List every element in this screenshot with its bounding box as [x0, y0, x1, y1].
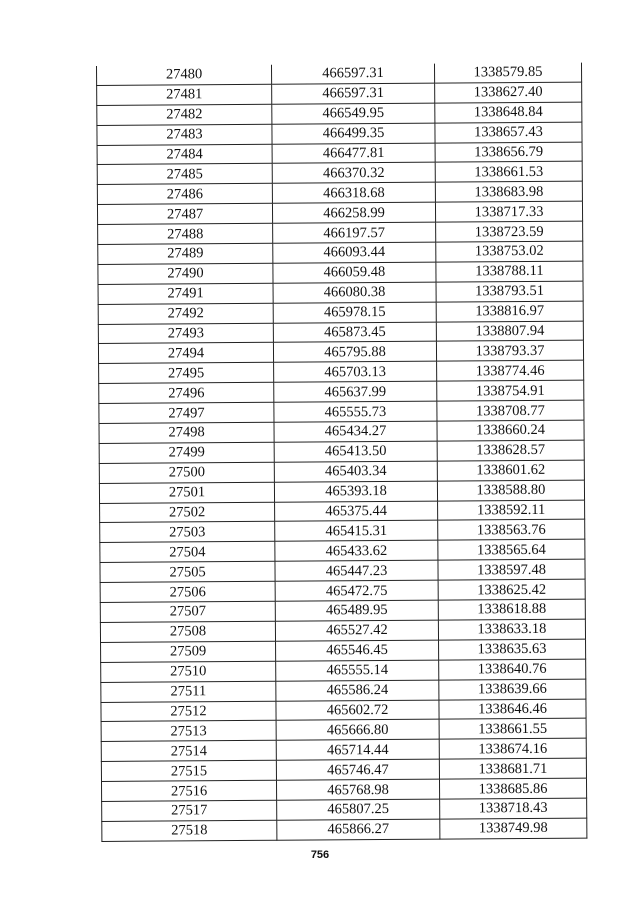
y-coordinate-cell: 1338579.85 — [434, 63, 581, 83]
y-coordinate-cell: 1338753.02 — [436, 241, 583, 262]
y-coordinate-cell: 1338601.62 — [437, 460, 584, 481]
x-coordinate-cell: 465472.75 — [275, 580, 438, 601]
point-id-cell: 27496 — [99, 383, 274, 404]
x-coordinate-cell: 465546.45 — [276, 640, 439, 661]
y-coordinate-cell: 1338681.71 — [439, 758, 586, 779]
point-id-cell: 27510 — [101, 661, 276, 682]
point-id-cell: 27492 — [98, 303, 273, 324]
y-coordinate-cell: 1338683.98 — [435, 181, 582, 202]
y-coordinate-cell: 1338807.94 — [436, 321, 583, 342]
y-coordinate-cell: 1338648.84 — [435, 102, 582, 123]
point-id-cell: 27497 — [99, 402, 274, 423]
y-coordinate-cell: 1338592.11 — [438, 500, 585, 521]
y-coordinate-cell: 1338708.77 — [437, 400, 584, 421]
point-id-cell: 27517 — [102, 800, 277, 821]
y-coordinate-cell: 1338657.43 — [435, 122, 582, 143]
point-id-cell: 27486 — [97, 184, 272, 205]
y-coordinate-cell: 1338816.97 — [436, 301, 583, 322]
x-coordinate-cell: 465375.44 — [275, 501, 438, 522]
y-coordinate-cell: 1338628.57 — [437, 440, 584, 461]
y-coordinate-cell: 1338793.37 — [436, 341, 583, 362]
x-coordinate-cell: 465666.80 — [276, 720, 439, 741]
x-coordinate-cell: 466477.81 — [272, 143, 435, 164]
y-coordinate-cell: 1338646.46 — [439, 699, 586, 720]
x-coordinate-cell: 465403.34 — [274, 461, 437, 482]
y-coordinate-cell: 1338627.40 — [435, 82, 582, 103]
y-coordinate-cell: 1338685.86 — [439, 778, 586, 799]
point-id-cell: 27488 — [98, 223, 273, 244]
y-coordinate-cell: 1338723.59 — [436, 221, 583, 242]
x-coordinate-cell: 465433.62 — [275, 541, 438, 562]
point-id-cell: 27514 — [101, 741, 276, 762]
point-id-cell: 27509 — [101, 641, 276, 662]
point-id-cell: 27483 — [97, 124, 272, 145]
x-coordinate-cell: 465866.27 — [277, 819, 440, 840]
point-id-cell: 27508 — [100, 621, 275, 642]
x-coordinate-cell: 466080.38 — [273, 282, 436, 303]
y-coordinate-cell: 1338793.51 — [436, 281, 583, 302]
x-coordinate-cell: 465555.73 — [274, 401, 437, 422]
point-id-cell: 27484 — [97, 144, 272, 165]
y-coordinate-cell: 1338635.63 — [439, 639, 586, 660]
point-id-cell: 27494 — [98, 343, 273, 364]
x-coordinate-cell: 465873.45 — [273, 322, 436, 343]
point-id-cell: 27512 — [101, 701, 276, 722]
point-id-cell: 27506 — [100, 581, 275, 602]
point-id-cell: 27503 — [100, 522, 275, 543]
x-coordinate-cell: 465978.15 — [273, 302, 436, 323]
point-id-cell: 27505 — [100, 562, 275, 583]
x-coordinate-cell: 465714.44 — [276, 739, 439, 760]
x-coordinate-cell: 466597.31 — [272, 83, 435, 104]
point-id-cell: 27487 — [97, 204, 272, 225]
x-coordinate-cell: 465447.23 — [275, 560, 438, 581]
y-coordinate-cell: 1338625.42 — [438, 579, 585, 600]
point-id-cell: 27511 — [101, 681, 276, 702]
x-coordinate-cell: 466059.48 — [273, 262, 436, 283]
y-coordinate-cell: 1338661.55 — [439, 718, 586, 739]
y-coordinate-cell: 1338717.33 — [435, 201, 582, 222]
point-id-cell: 27490 — [98, 263, 273, 284]
page-number: 756 — [310, 849, 330, 861]
x-coordinate-cell: 465489.95 — [275, 600, 438, 621]
y-coordinate-cell: 1338660.24 — [437, 420, 584, 441]
x-coordinate-cell: 465703.13 — [274, 361, 437, 382]
x-coordinate-cell: 466499.35 — [272, 123, 435, 144]
x-coordinate-cell: 465555.14 — [276, 660, 439, 681]
y-coordinate-cell: 1338618.88 — [438, 599, 585, 620]
point-id-cell: 27498 — [99, 422, 274, 443]
y-coordinate-cell: 1338661.53 — [435, 162, 582, 183]
y-coordinate-cell: 1338639.66 — [439, 679, 586, 700]
x-coordinate-cell: 465807.25 — [277, 799, 440, 820]
point-id-cell: 27482 — [97, 104, 272, 125]
point-id-cell: 27507 — [100, 601, 275, 622]
y-coordinate-cell: 1338588.80 — [437, 480, 584, 501]
y-coordinate-cell: 1338597.48 — [438, 559, 585, 580]
point-id-cell: 27499 — [99, 442, 274, 463]
point-id-cell: 27501 — [99, 482, 274, 503]
point-id-cell: 27500 — [99, 462, 274, 483]
x-coordinate-cell: 465637.99 — [274, 381, 437, 402]
point-id-cell: 27516 — [101, 780, 276, 801]
point-id-cell: 27481 — [97, 84, 272, 105]
x-coordinate-cell: 465527.42 — [275, 620, 438, 641]
y-coordinate-cell: 1338788.11 — [436, 261, 583, 282]
x-coordinate-cell: 466597.31 — [271, 64, 434, 85]
point-id-cell: 27491 — [98, 283, 273, 304]
x-coordinate-cell: 465746.47 — [276, 759, 439, 780]
point-id-cell: 27504 — [100, 542, 275, 563]
x-coordinate-cell: 465586.24 — [276, 680, 439, 701]
x-coordinate-cell: 465413.50 — [274, 441, 437, 462]
y-coordinate-cell: 1338674.16 — [439, 738, 586, 759]
x-coordinate-cell: 466258.99 — [272, 202, 435, 223]
y-coordinate-cell: 1338563.76 — [438, 520, 585, 541]
x-coordinate-cell: 466197.57 — [273, 222, 436, 243]
table-row — [102, 818, 587, 841]
point-id-cell: 27489 — [98, 243, 273, 264]
y-coordinate-cell: 1338565.64 — [438, 539, 585, 560]
point-id-cell: 27515 — [101, 760, 276, 781]
y-coordinate-cell: 1338749.98 — [440, 818, 587, 839]
point-id-cell: 27502 — [100, 502, 275, 523]
x-coordinate-cell: 465768.98 — [276, 779, 439, 800]
point-id-cell: 27493 — [98, 323, 273, 344]
x-coordinate-cell: 466549.95 — [272, 103, 435, 124]
y-coordinate-cell: 1338656.79 — [435, 142, 582, 163]
y-coordinate-cell: 1338640.76 — [439, 659, 586, 680]
point-id-cell: 27513 — [101, 721, 276, 742]
x-coordinate-cell: 466318.68 — [272, 182, 435, 203]
point-id-cell: 27485 — [97, 164, 272, 185]
x-coordinate-cell: 465602.72 — [276, 700, 439, 721]
x-coordinate-cell: 466370.32 — [272, 163, 435, 184]
x-coordinate-cell: 466093.44 — [273, 242, 436, 263]
coordinate-table — [96, 63, 587, 842]
x-coordinate-cell: 465415.31 — [275, 521, 438, 542]
point-id-cell: 27495 — [99, 363, 274, 384]
x-coordinate-cell: 465434.27 — [274, 421, 437, 442]
coordinate-table-body — [96, 63, 586, 842]
x-coordinate-cell: 465393.18 — [274, 481, 437, 502]
y-coordinate-cell: 1338774.46 — [437, 360, 584, 381]
point-id-cell: 27518 — [102, 820, 277, 841]
x-coordinate-cell: 465795.88 — [273, 342, 436, 363]
y-coordinate-cell: 1338754.91 — [437, 380, 584, 401]
point-id-cell: 27480 — [96, 65, 271, 86]
y-coordinate-cell: 1338718.43 — [440, 798, 587, 819]
y-coordinate-cell: 1338633.18 — [438, 619, 585, 640]
